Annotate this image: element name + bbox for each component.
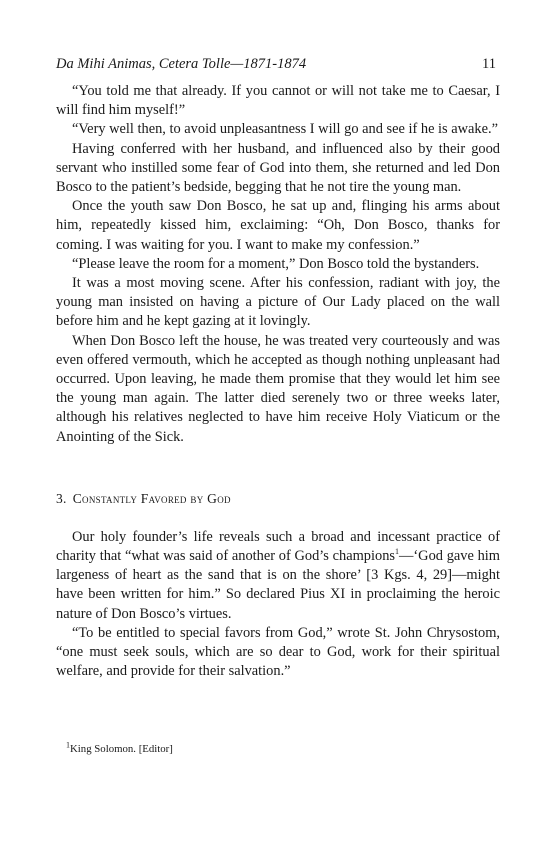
footnote [56, 742, 500, 756]
paragraph-text: Our holy founder’s life reveals such a broad and incessant practice of charity that “what was said of another of God’s champions [56, 528, 500, 565]
footnote-marker: 1 [66, 740, 70, 750]
running-title: Da Mihi Animas, Cetera Tolle—1871-1874 [56, 56, 307, 72]
paragraph: Once the youth saw Don Bosco, he sat up and, flinging his arms about him, repeatedly kissed him, exclaiming: “Oh, Don Bosco, thanks for coming. I was waiting for you. I want to make my confession.” [56, 198, 500, 253]
paragraph: “Very well then, to avoid unpleasantness I will go and see if he is awake.” [72, 121, 498, 138]
paragraph: “You told me that already. If you cannot or will not take me to Caesar, I will find him myself!” [56, 83, 500, 119]
paragraph-text: —‘God gave him largeness of heart as the sand that is on the shore’ [3 Kgs. 4, 29]—might have been written for him.” So declared Pius XI in proclaiming the heroic nature of Don Bosco’s virtues. [56, 548, 501, 622]
paragraph: Having conferred with her husband, and influenced also by their good servant who instilled some fear of God into them, she returned and led Don Bosco to the patient’s bedside, begging that he not tire the young man. [56, 140, 500, 196]
paragraph [56, 528, 500, 624]
paragraph: “To be entitled to special favors from God,” wrote St. John Chrysostom, “one must seek souls, which are so dear to God, work for their spiritual welfare, and provide for their salvation.” [56, 624, 500, 680]
section-heading [56, 489, 500, 508]
footnote-reference: 1 [395, 547, 399, 557]
footnote-text: King Solomon. [Editor] [70, 743, 173, 755]
page-number: 11 [482, 56, 496, 72]
page-body [56, 82, 500, 681]
paragraph: It was a most moving scene. After his confession, radiant with joy, the young man insisted on having a picture of Our Lady placed on the wall before him and he kept gazing at it lovingly. [56, 275, 500, 330]
page-header [56, 56, 496, 74]
paragraph: When Don Bosco left the house, he was treated very courteously and was even offered vermouth, which he accepted as though nothing unpleasant had occurred. Upon leaving, he made them promise that they would let him see the young man again. The latter died serenely two or three weeks later, although his relatives neglected to have him receive Holy Viaticum or the Anointing of the Sick. [56, 332, 500, 445]
paragraph: “Please leave the room for a moment,” Don Bosco told the bystanders. [72, 255, 480, 272]
section-number: 3. [56, 490, 67, 506]
section-title: Constantly Favored by God [72, 490, 231, 506]
